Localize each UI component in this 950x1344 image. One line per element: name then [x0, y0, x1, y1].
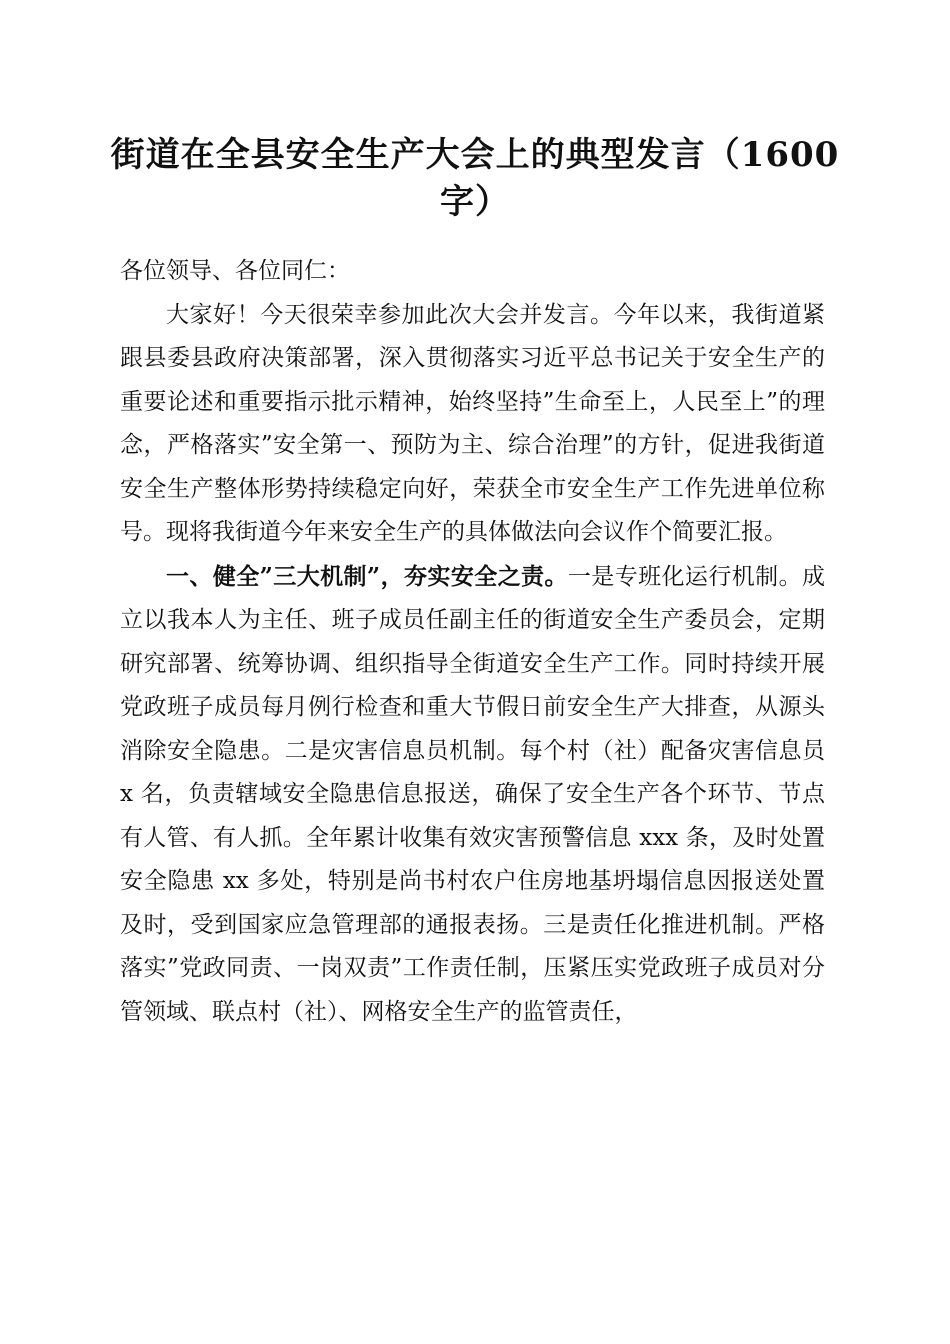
paragraph-intro [120, 294, 825, 555]
paragraph-section-one [120, 555, 825, 1035]
section-one-heading: 一、健全”三大机制”，夯实安全之责。 [166, 562, 568, 590]
salutation: 各位领导、各位同仁： [120, 258, 350, 284]
document-body [120, 250, 825, 1034]
paragraph-intro-text: 大家好！今天很荣幸参加此次大会并发言。今年以来，我街道紧跟县委县政府决策部署，深入贯彻落实习近平总书记关于安全生产的重要论述和重要指示批示精神，始终坚持”生命至上，人民至上”的理念，严格落实”安全第一、预防为主、综合治理”的方针，促进我街道安全生产整体形势持续稳定向好，荣获全市安全生产工作先进单位称号。现将我街道今年来安全生产的具体做法向会议作个简要汇报。 [120, 301, 825, 545]
section-one-text: 一是专班化运行机制。成立以我本人为主任、班子成员任副主任的街道安全生产委员会，定期研究部署、统筹协调、组织指导全街道安全生产工作。同时持续开展党政班子成员每月例行检查和重大节假日前安全生产大排查，从源头消除安全隐患。二是灾害信息员机制。每个村（社）配备灾害信息员 x 名，负责辖域安全隐患信息报送，确保了安全生产各个环节、节点有人管、有人抓。全年累计收集有效灾害预警信息 xxx 条，及时处置安全隐患 xx 多处，特别是尚书村农户住房地基坍塌信息因报送处置及时，受到国家应急管理部的通报表扬。三是责任化推进机制。严格落实”党政同责、一岗双责”工作责任制，压紧压实党政班子成员对分管领域、联点村（社）、网格安全生产的监管责任， [120, 563, 825, 1025]
document-title: 街道在全县安全生产大会上的典型发言（1600字） [110, 135, 840, 222]
